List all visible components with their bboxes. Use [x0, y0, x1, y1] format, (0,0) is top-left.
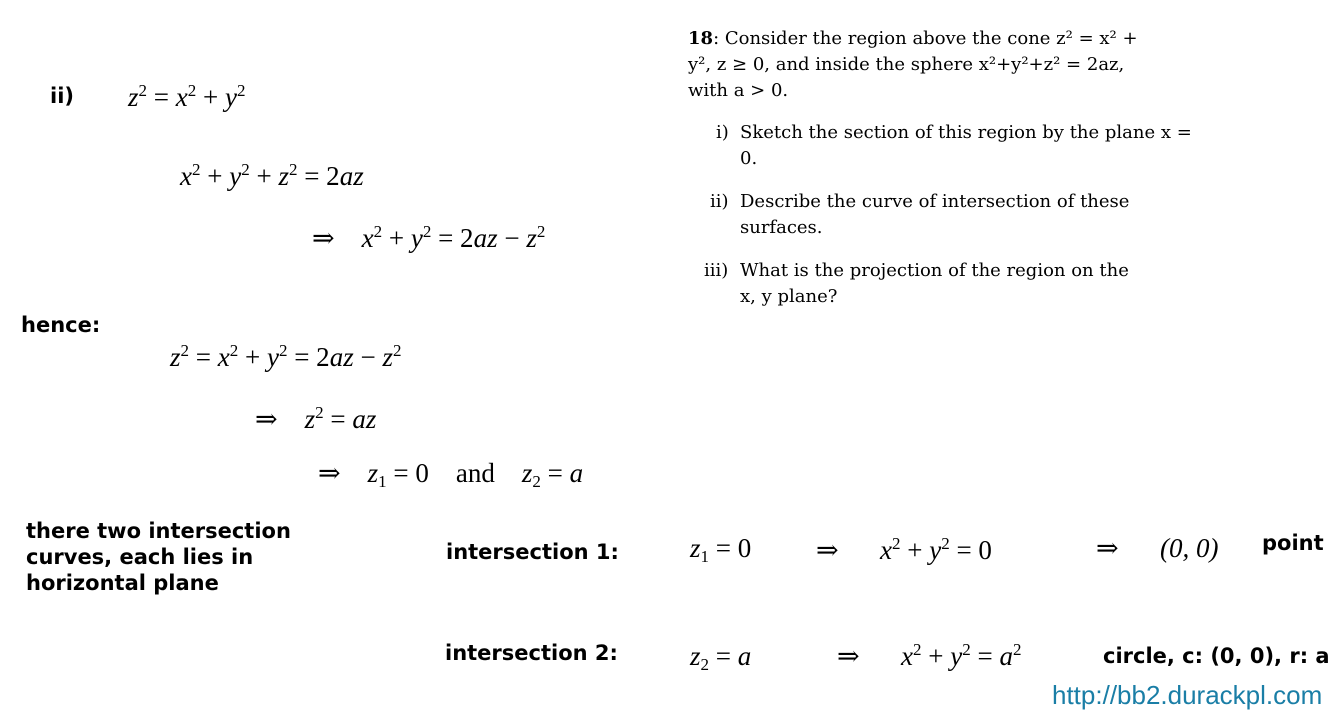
problem-line-2: y², z ≥ 0, and inside the sphere x²+y²+z² = 2az,: [688, 54, 1125, 75]
item-num-ii: ii): [710, 191, 729, 212]
item-ii-line-1: Describe the curve of intersection of these: [740, 191, 1130, 212]
label-hence: hence:: [21, 313, 101, 337]
equation-sphere: $x^2 + y^2 + z^2 = 2az$: [180, 159, 364, 191]
problem-line-3: with a > 0.: [688, 80, 789, 101]
intersection-2-equation: $x^2 + y^2 = a^2$: [901, 639, 1022, 671]
note-line-1: there two intersection: [26, 519, 291, 543]
problem-line-1: 18: Consider the region above the cone z² = x² +: [688, 28, 1138, 49]
problem-item-i: [688, 120, 1192, 172]
intersection-2-z: $z_2 = a$: [690, 641, 752, 675]
equation-z-squared: ⇒ $z^2$ = az: [255, 402, 377, 434]
label-intersection-2: intersection 2:: [445, 641, 618, 665]
source-url: http://bb2.durackpl.com: [1052, 680, 1323, 710]
item-iii-line-1: What is the projection of the region on the: [740, 260, 1129, 281]
problem-statement: [688, 26, 1138, 104]
note-line-2: curves, each lies in: [26, 545, 254, 569]
problem-item-iii: [688, 258, 1129, 310]
intersection-1-origin: (0, 0): [1160, 533, 1219, 563]
intersection-1-z: $z_1 = 0$: [690, 533, 752, 567]
intersection-1-equation: $x^2 + y^2 = 0$: [880, 533, 992, 565]
problem-item-ii: [688, 189, 1129, 241]
problem-text-1: Consider the region above the cone z² = x² +: [724, 28, 1138, 49]
item-ii-line-2: surfaces.: [740, 217, 823, 238]
point-word: point: [1262, 531, 1324, 555]
item-num-i: i): [716, 122, 729, 143]
item-i-line-1: Sketch the section of this region by the plane x =: [740, 122, 1192, 143]
and-word: and: [455, 458, 495, 488]
intersection-1-implies-b: ⇒: [1096, 533, 1119, 563]
intersection-2-implies: ⇒: [837, 641, 860, 671]
circle-description: circle, c: (0, 0), r: a: [1103, 644, 1330, 668]
item-i-line-2: 0.: [740, 148, 758, 169]
label-intersection-1: intersection 1:: [446, 540, 619, 564]
equation-cone: $z^2 = x^2 + y^2$: [128, 80, 246, 112]
equation-solutions: ⇒ $z_1 = 0$ and $z_2 = a$: [318, 458, 584, 492]
label-ii: ii): [50, 84, 74, 108]
note-line-3: horizontal plane: [26, 571, 219, 595]
intersection-1-implies-a: ⇒: [816, 535, 839, 565]
equation-combined: $z^2 = x^2 + y^2 = 2az - z^2$: [170, 340, 402, 372]
item-iii-line-2: x, y plane?: [740, 286, 838, 307]
problem-number: 18: [688, 28, 714, 49]
item-num-iii: iii): [704, 260, 729, 281]
equation-sphere-rearranged: ⇒ $x^2 + y^2 = 2az - z^2$: [312, 221, 546, 253]
